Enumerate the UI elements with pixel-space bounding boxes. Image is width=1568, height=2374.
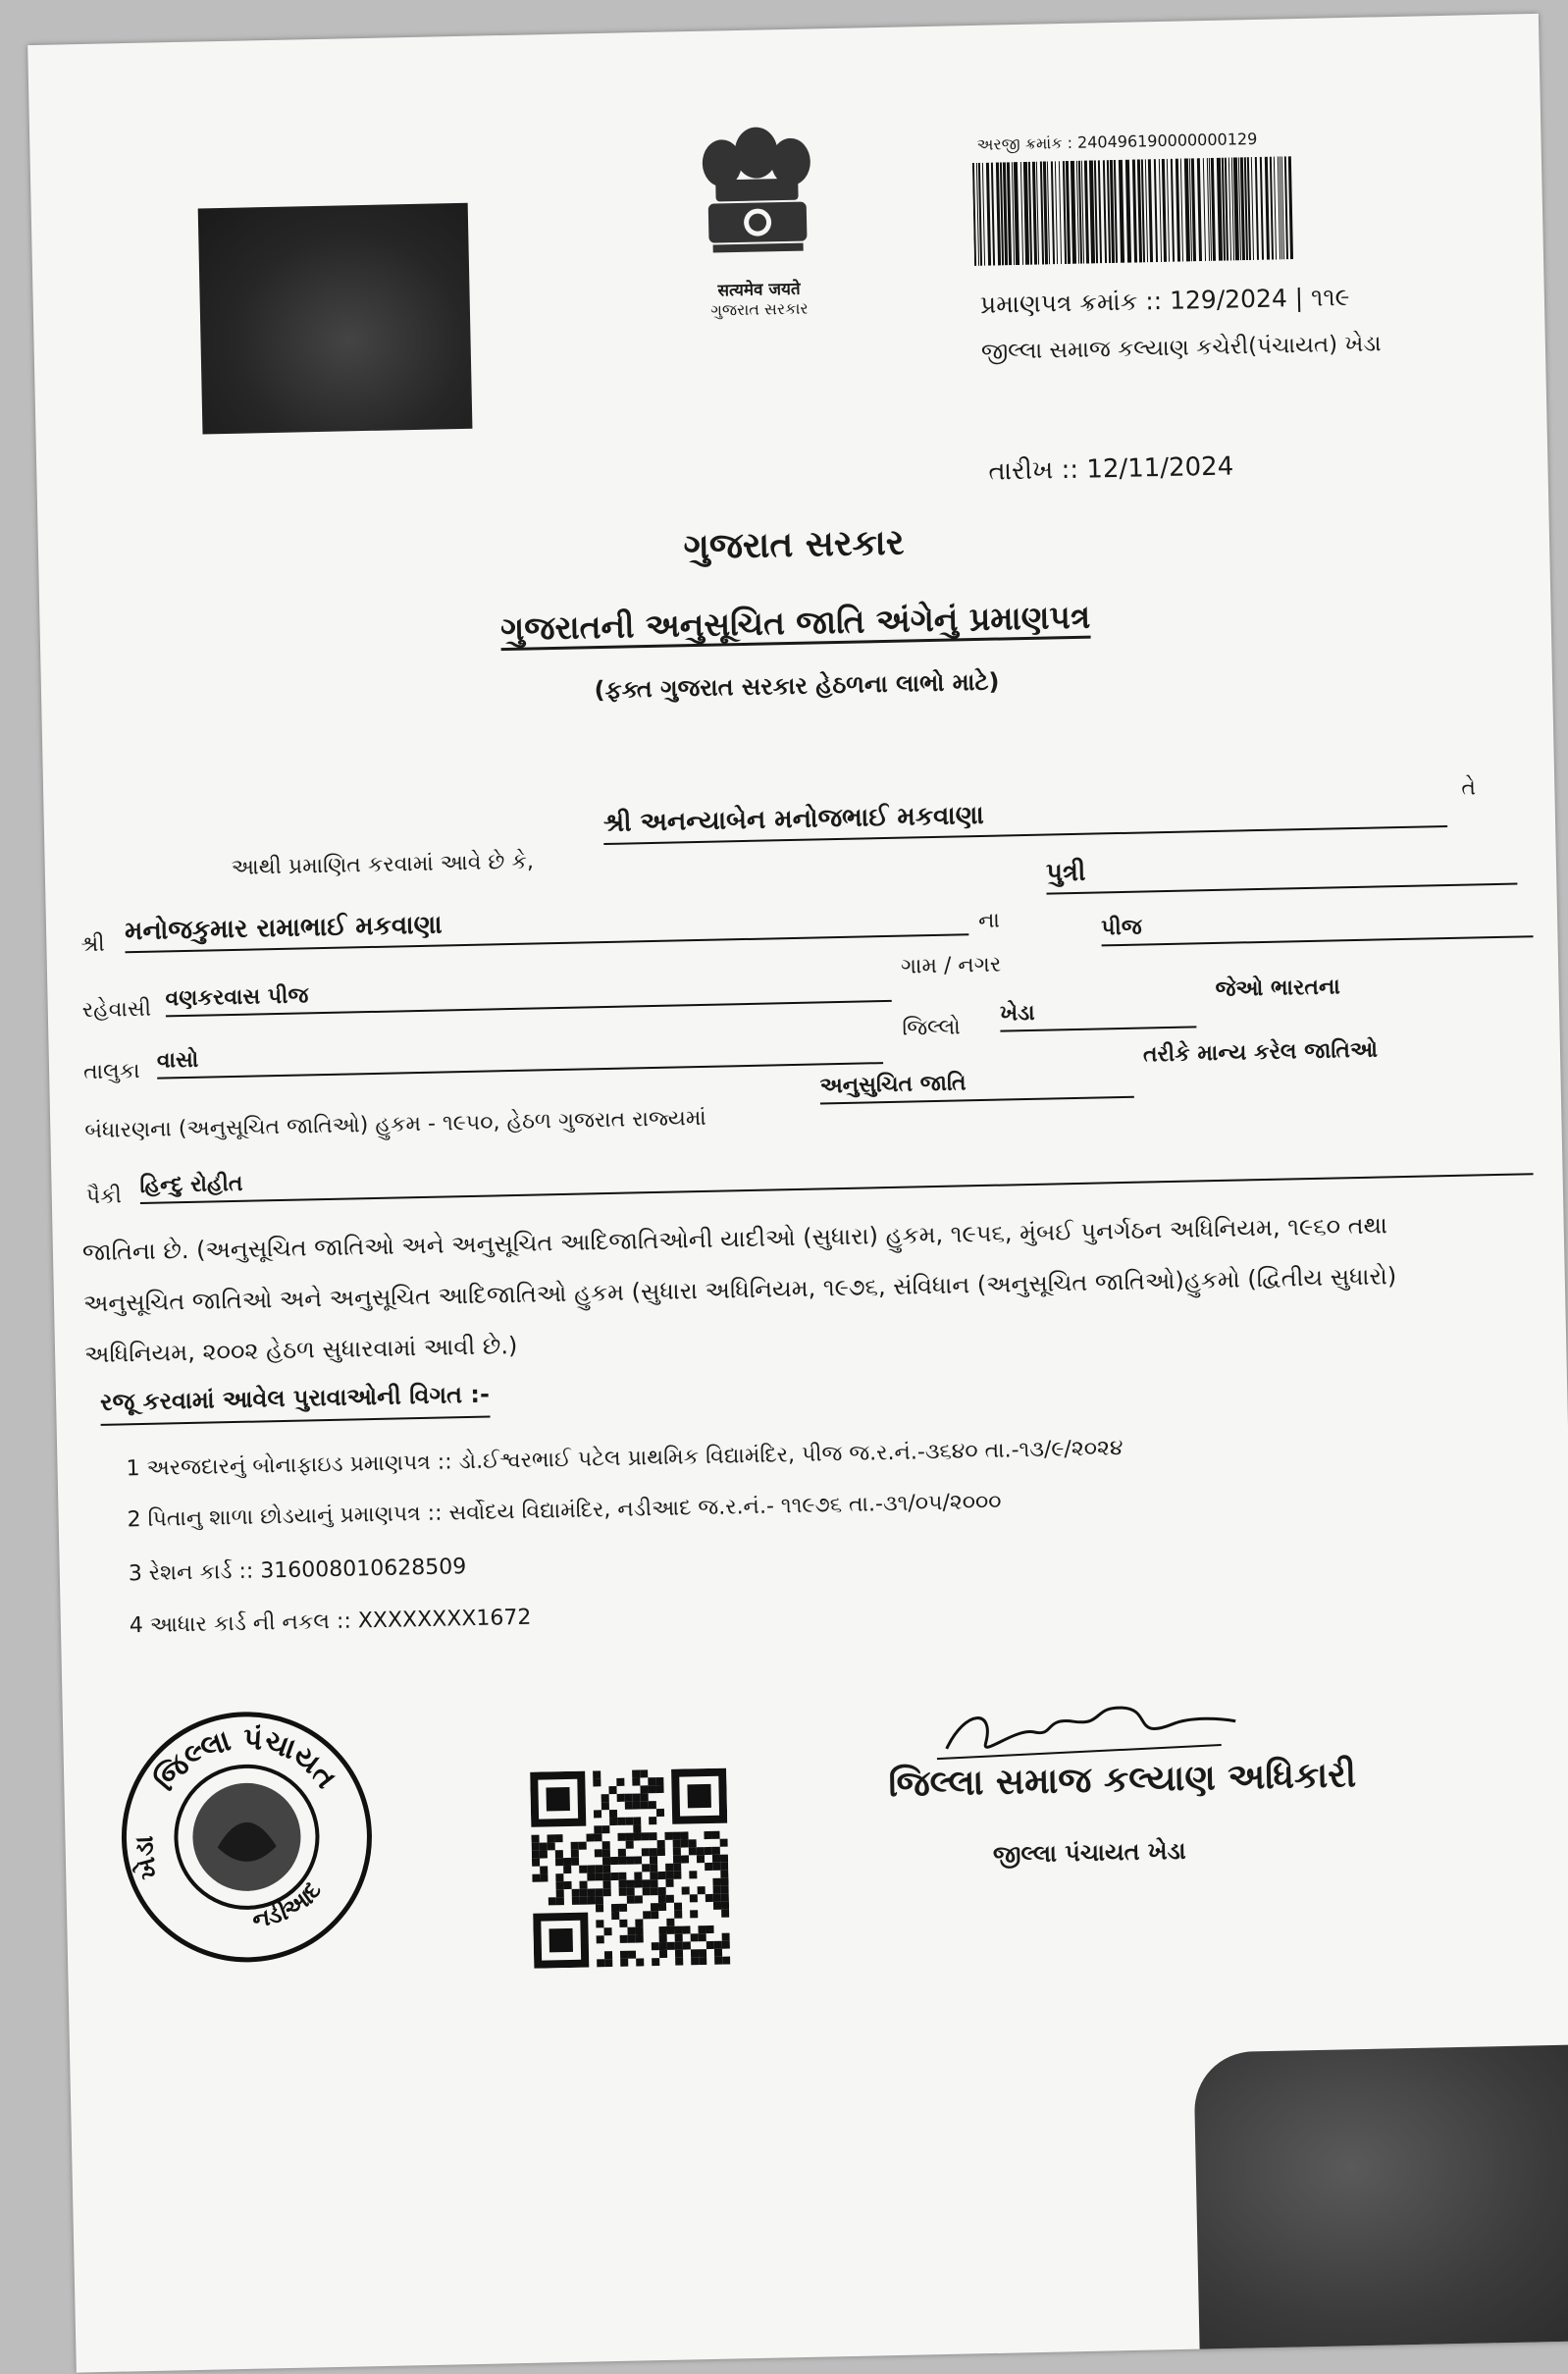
certificate-title: ગુજરાતની અનુસૂચિત જાતિ અંગેનું પ્રમાણપત્ર xyxy=(499,597,1091,649)
who-indian-label: જેઓ ભારતના xyxy=(1215,975,1341,1002)
ashoka-emblem-icon xyxy=(687,117,827,277)
government-heading: ગુજરાત સરકાર xyxy=(683,522,905,568)
taluka-value: વાસો xyxy=(157,1033,883,1079)
father-name: મનોજકુમાર રામાભાઈ મકવાણા xyxy=(125,899,969,953)
na-label: ના xyxy=(977,908,1001,934)
issue-date xyxy=(988,451,1233,487)
certificate-number xyxy=(980,283,1350,320)
svg-text:ખેડા xyxy=(130,1835,166,1882)
seal-top-text: જિલ્લા પંચાયત xyxy=(148,1721,343,1798)
date-value: 12/11/2024 xyxy=(1086,451,1234,485)
relation: પુત્રી xyxy=(1046,849,1518,895)
emblem-block xyxy=(657,117,858,322)
date-label: તારીખ :: xyxy=(988,454,1079,487)
issuing-office: જીલ્લા સમાજ કલ્યાણ કચેરી(પંચાયત) ખેડા xyxy=(980,331,1382,365)
certificate-number-label: પ્રમાણપત્ર ક્રમાંક xyxy=(979,287,1138,319)
legal-paragraph xyxy=(81,1196,1537,1380)
emblem-motto: सत्यमेव जयते xyxy=(717,279,801,301)
paragraph-line: અનુસૂચિત જાતિઓ અને અનુસૂચિત આદિજાતિઓ હુકમ (સુધારા અધિનિયમ, ૧૯૭૬, સંવિધાન (અનુસૂચિત જાતિઓ)હુકમો (દ્વિતીય સુધારો) xyxy=(82,1262,1397,1318)
applicant-photo xyxy=(198,203,473,435)
evidence-heading: રજૂ કરવામાં આવેલ પુરાવાઓની વિગત :- xyxy=(100,1381,491,1426)
constitution-text: બંધારણના (અનુસૂચિત જાતિઓ) હુકમ - ૧૯૫૦, હેઠળ ગુજરાત રાજ્યમાં xyxy=(84,1105,707,1144)
seal-bottom-text: નડીઆદ xyxy=(250,1875,327,1933)
among-label: પૈકી xyxy=(85,1184,123,1210)
paragraph-line: જાતિના છે. (અનુસૂચિત જાતિઓ અને અનુસૂચિત આદિજાતિઓની યાદીઓ (સુધારા) હુકમ, ૧૯૫૬, મુંબઈ પુનર્ગઠન અધિનિયમ, ૧૯૬૦ તથા xyxy=(81,1211,1388,1267)
evidence-item: 1 અરજદારનું બોનાફાઇડ પ્રમાણપત્ર :: ડો.ઈશ્વરભાઈ પટેલ પ્રાથમિક વિદ્યામંદિર, પીજ જ.ર.નં.-૩૬૪૦ તા.-૧૩/૯/૨૦૨૪ xyxy=(126,1436,1124,1482)
evidence-item: 3 રેશન કાર્ડ :: 316008010628509 xyxy=(128,1555,467,1587)
recognized-text: તરીકે માન્ય કરેલ જાતિઓ xyxy=(1142,1037,1379,1068)
panchayat-seal-icon xyxy=(117,1707,377,1967)
village-label: ગામ / નગર xyxy=(900,952,1002,979)
certificate-subtitle: (ફક્ત ગુજરાત સરકાર હેઠળના લાભો માટે) xyxy=(594,667,1000,705)
barcode xyxy=(972,156,1298,266)
te-label: તે xyxy=(1461,775,1477,801)
certificate-sheet xyxy=(27,14,1568,2373)
caste-name: હિન્દુ રોહીત xyxy=(139,1144,1533,1204)
resident-value: વણકરવાસ પીજ xyxy=(165,972,891,1017)
paragraph-line: અધિનિયમ, ૨૦૦૨ હેઠળ સુધારવામાં આવી છે.) xyxy=(83,1331,518,1369)
evidence-item: 2 પિતાનુ શાળા છોડયાનું પ્રમાણપત્ર :: સર્વોદય વિદ્યામંદિર, નડીઆદ જ.ર.નં.- ૧૧૯૭૬ તા.-૩૧/૦૫/૨૦૦૦ xyxy=(127,1489,1002,1533)
signatory-office: જીલ્લા પંચાયત ખેડા xyxy=(992,1836,1186,1869)
signatory-designation: જિલ્લા સમાજ કલ્યાણ અધિકારી xyxy=(888,1755,1357,1806)
resident-label: રહેવાસી xyxy=(81,996,152,1024)
certificate-number-value: :: 129/2024 | ૧૧૯ xyxy=(1144,282,1350,316)
district-label: જિલ્લો xyxy=(902,1015,961,1041)
district-value: ખેડા xyxy=(1000,997,1197,1031)
application-number: અરજી ક્રમાંક : 240496190000000129 xyxy=(976,129,1258,154)
caste-category: અનુસુચિત જાતિ xyxy=(819,1068,1134,1105)
certify-label: આથી પ્રમાણિત કરવામાં આવે છે કે, xyxy=(231,849,535,880)
emblem-government: ગુજરાત સરકાર xyxy=(710,298,809,320)
seal-left-text: ખેડા xyxy=(130,1834,166,1882)
applicant-name: શ્રી અનન્યાબેન મનોજભાઈ મકવાણા xyxy=(603,791,1448,845)
qr-code xyxy=(530,1768,730,1969)
village-value: પીજ xyxy=(1101,907,1534,946)
scan-shadow xyxy=(1193,2044,1568,2348)
shri-label: શ્રી xyxy=(80,931,105,958)
evidence-item: 4 આધાર કાર્ડ ની નકલ :: XXXXXXXX1672 xyxy=(129,1605,532,1639)
taluka-label: તાલુકા xyxy=(82,1058,140,1085)
